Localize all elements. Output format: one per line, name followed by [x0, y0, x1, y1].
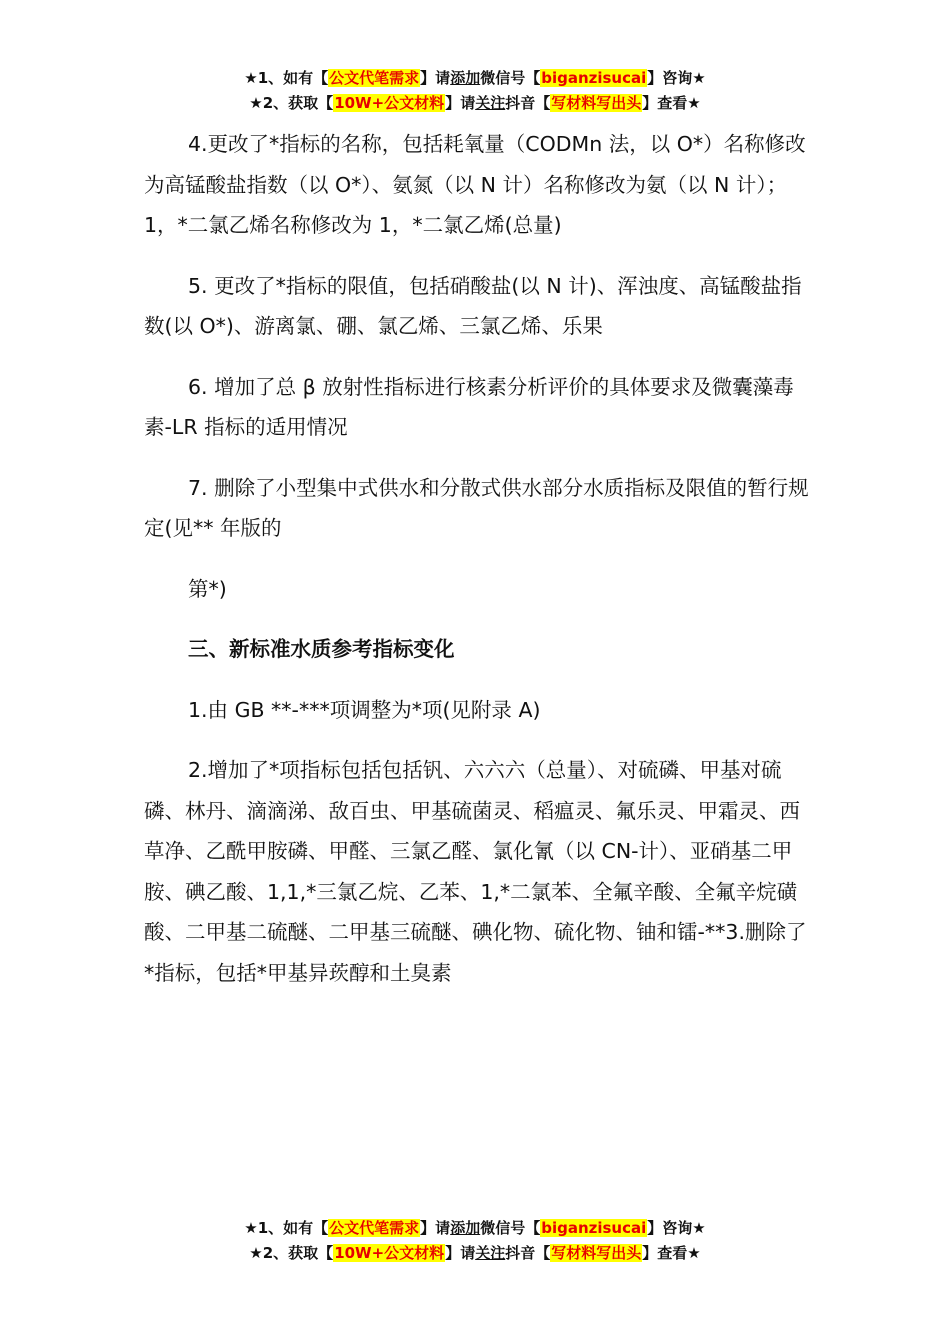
- header-line1-suffix: 】咨询★: [647, 69, 706, 87]
- header-banner-line-2: [0, 91, 950, 116]
- header-line2-suffix: 】查看★: [642, 94, 701, 112]
- header-line2-highlight-douyin: 写材料写出头: [551, 94, 642, 112]
- header-line1-prefix: ★1、如有【: [244, 69, 329, 87]
- footer-line2-suffix: 】查看★: [642, 1244, 701, 1262]
- header-line2-emphasis: 关注: [475, 94, 506, 112]
- paragraph-6-added-requirements: 6. 增加了总 β 放射性指标进行核素分析评价的具体要求及微囊藻毒素-LR 指标的适用情况: [144, 374, 794, 439]
- footer-banner-line-1: [0, 1216, 950, 1241]
- footer-line1-suffix: 】咨询★: [647, 1219, 706, 1237]
- header-banner: [0, 66, 950, 116]
- header-line2-prefix: ★2、获取【: [249, 94, 334, 112]
- document-body: [144, 124, 809, 1013]
- paragraph-4-name-changes: 4.更改了*指标的名称，包括耗氧量（CODMn 法，以 O*）名称修改为高锰酸盐指数（以 O*）、氨氮（以 N 计）名称修改为氨（以 N 计）；1，*二氯乙烯名称修改为 1，*二氯乙烯(总量): [144, 132, 806, 237]
- header-line1-mid2: 微信号【: [480, 69, 541, 87]
- paragraph-ref-1-adjustment: 1.由 GB **-***项调整为*项(见附录 A): [188, 697, 541, 722]
- footer-line1-mid2: 微信号【: [480, 1219, 541, 1237]
- footer-line2-mid1: 】请: [445, 1244, 476, 1262]
- paragraph-7-deleted-provisions: 7. 删除了小型集中式供水和分散式供水部分水质指标及限值的暂行规定(见** 年版的: [144, 475, 809, 540]
- header-line1-emphasis: 添加: [450, 69, 481, 87]
- footer-line2-emphasis: 关注: [475, 1244, 506, 1262]
- paragraph-5-limit-changes: 5. 更改了*指标的限值，包括硝酸盐(以 N 计)、浑浊度、高锰酸盐指数(以 O*)、游离氯、硼、氯乙烯、三氯乙烯、乐果: [144, 273, 802, 338]
- footer-banner-line-2: [0, 1241, 950, 1266]
- paragraph-7-continuation: 第*): [188, 576, 227, 601]
- header-line1-mid1: 】请: [420, 69, 451, 87]
- footer-line1-prefix: ★1、如有【: [244, 1219, 329, 1237]
- header-line2-mid1: 】请: [445, 94, 476, 112]
- header-line1-highlight-wechat: biganzisucai: [541, 69, 647, 87]
- header-line2-mid2: 抖音【: [505, 94, 551, 112]
- footer-line1-highlight-service: 公文代笔需求: [329, 1219, 420, 1237]
- footer-line1-emphasis: 添加: [450, 1219, 481, 1237]
- footer-line2-highlight-douyin: 写材料写出头: [551, 1244, 642, 1262]
- footer-line2-mid2: 抖音【: [505, 1244, 551, 1262]
- footer-line2-highlight-materials: 10W+公文材料: [334, 1244, 445, 1262]
- header-line1-highlight-service: 公文代笔需求: [329, 69, 420, 87]
- header-banner-line-1: [0, 66, 950, 91]
- header-line2-highlight-materials: 10W+公文材料: [334, 94, 445, 112]
- footer-line2-prefix: ★2、获取【: [249, 1244, 334, 1262]
- paragraph-ref-2-added-indicators: 2.增加了*项指标包括包括钒、六六六（总量）、对硫磷、甲基对硫磷、林丹、滴滴涕、敌百虫、甲基硫菌灵、稻瘟灵、氟乐灵、甲霜灵、西草净、乙酰甲胺磷、甲醛、三氯乙醛、氯化氰（以 CN-计）、亚硝基二甲胺、碘乙酸、1,1,*三氯乙烷、乙苯、1,*二氯苯、全氟辛酸、全氟辛烷磺酸、二甲基二硫醚、二甲基三硫醚、碘化物、硫化物、铀和镭-**3.删除了*指标，包括*甲基异莰醇和土臭素: [144, 758, 807, 985]
- section-heading-reference-indicators: 三、新标准水质参考指标变化: [188, 637, 455, 661]
- footer-line1-mid1: 】请: [420, 1219, 451, 1237]
- footer-line1-highlight-wechat: biganzisucai: [541, 1219, 647, 1237]
- footer-banner: [0, 1216, 950, 1266]
